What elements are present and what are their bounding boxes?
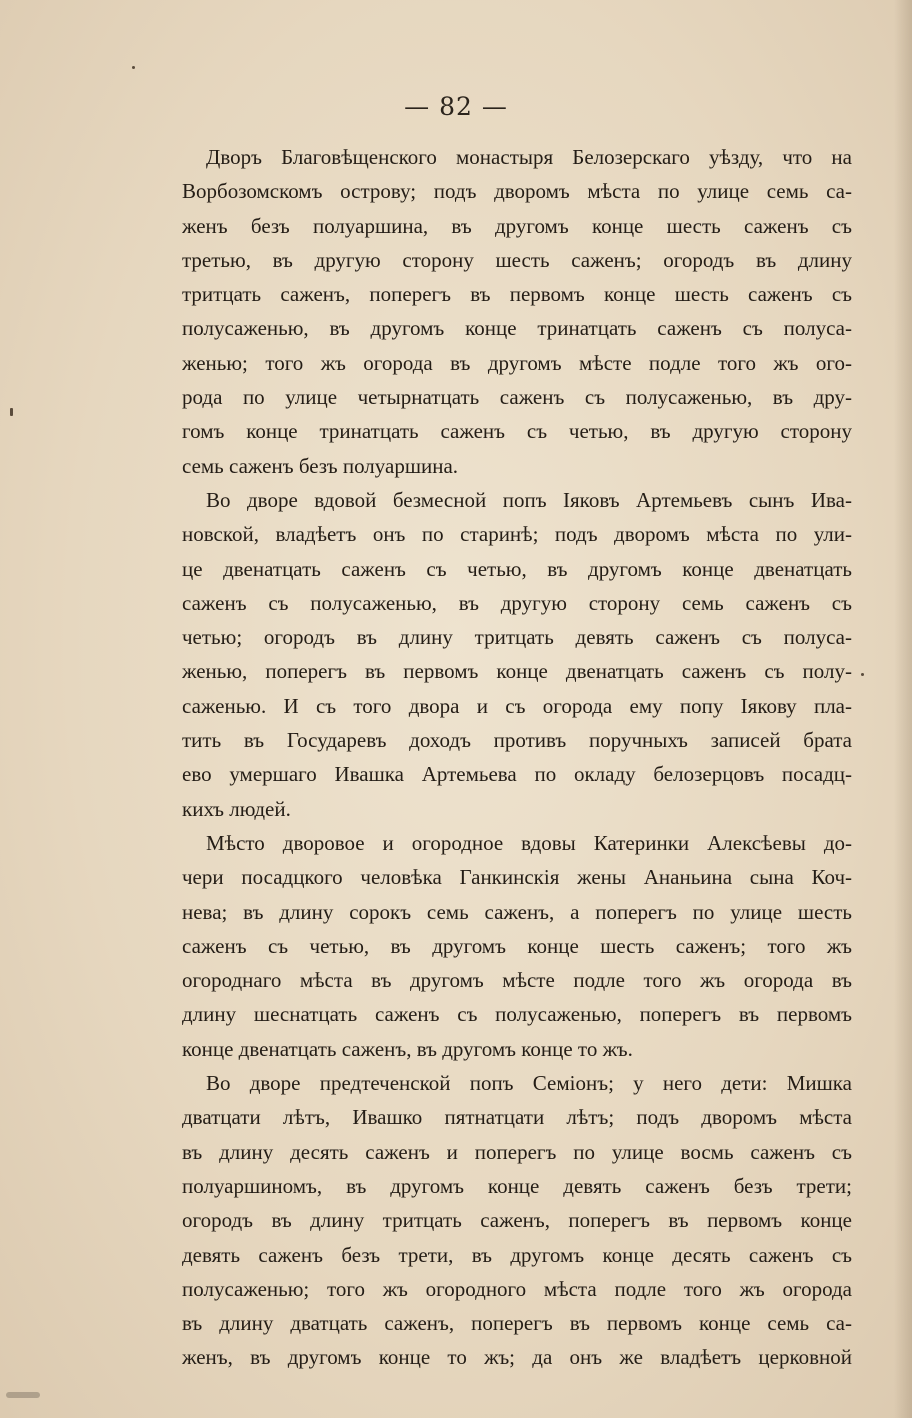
text-line: длину шеснатцать саженъ съ полусаженью, поперегъ въ первомъ [182, 1002, 852, 1027]
text-line: семь саженъ безъ полуаршина. [182, 453, 459, 478]
text-line: конце двенатцать саженъ, въ другомъ конце то жъ. [182, 1036, 633, 1061]
text-line: Ворбозомскомъ острову; подъ дворомъ мѣста по улице семь са- [182, 179, 852, 204]
text-line: четью; огородъ въ длину тритцать девять саженъ съ полуса- [182, 625, 852, 650]
text-line: третью, въ другую сторону шесть саженъ; огородъ въ длину [182, 247, 852, 272]
ink-speck [132, 66, 135, 69]
body-text [182, 140, 852, 1375]
text-line: гомъ конце тринатцать саженъ съ четью, въ другую сторону [182, 419, 852, 444]
text-line: кихъ людей. [182, 796, 291, 821]
text-line: Во дворе предтеченской попъ Семіонъ; у него дети: Мишка [206, 1071, 852, 1096]
text-line: девять саженъ безъ трети, въ другомъ конце десять саженъ съ [182, 1242, 852, 1267]
text-line: нева; въ длину сорокъ семь саженъ, а поперегъ по улице шесть [182, 899, 852, 924]
text-line: полусаженью; того жъ огородного мѣста подле того жъ огорода [182, 1276, 852, 1301]
paragraph-3 [182, 826, 852, 1066]
text-line: тить въ Государевъ доходъ противъ поручныхъ записей брата [182, 728, 852, 753]
paragraph-1 [182, 140, 852, 483]
ink-speck [861, 673, 864, 676]
page-number: — 82 — [404, 92, 508, 121]
text-line: Дворъ Благовѣщенского монастыря Белозерскаго уѣзду, что на [206, 145, 852, 169]
text-line: полусаженью, въ другомъ конце тринатцать саженъ съ полуса- [182, 316, 852, 341]
text-line: женью, поперегъ въ первомъ конце двенатцать саженъ съ полу- [182, 659, 852, 684]
paragraph-4 [182, 1066, 852, 1375]
text-line: рода по улице четырнатцать саженъ съ полусаженью, въ дру- [182, 385, 852, 410]
text-line: новской, владѣетъ онъ по старинѣ; подъ дворомъ мѣста по ули- [182, 522, 852, 547]
text-line: огороднаго мѣста въ другомъ мѣсте подле того жъ огорода въ [182, 968, 852, 993]
text-line: Во дворе вдовой безмесной попъ Іяковъ Артемьевъ сынъ Ива- [206, 487, 852, 512]
text-line: саженью. И съ того двора и съ огорода ему попу Іякову пла- [182, 693, 852, 718]
ink-speck [10, 408, 13, 416]
text-line: чери посадцкого человѣка Ганкинскія жены Ананьина сына Коч- [182, 865, 852, 890]
text-line: дватцати лѣтъ, Ивашко пятнатцати лѣтъ; подъ дворомъ мѣста [182, 1105, 852, 1130]
text-line: женью; того жъ огорода въ другомъ мѣсте подле того жъ ого- [182, 350, 852, 375]
page-edge-shadow [894, 0, 912, 1418]
text-line: саженъ съ полусаженью, въ другую сторону семь саженъ съ [182, 590, 852, 615]
paragraph-2 [182, 483, 852, 826]
text-line: огородъ въ длину тритцать саженъ, поперегъ въ первомъ конце [182, 1208, 852, 1233]
text-line: женъ, въ другомъ конце то жъ; да онъ же владѣетъ церковной [182, 1345, 852, 1370]
text-line: женъ безъ полуаршина, въ другомъ конце шесть саженъ съ [182, 213, 852, 238]
text-line: це двенатцать саженъ съ четью, въ другомъ конце двенатцать [182, 556, 852, 581]
text-line: въ длину десять саженъ и поперегъ по улице восмь саженъ съ [182, 1139, 852, 1164]
scan-smudge [6, 1392, 40, 1398]
text-line: ево умершаго Ивашка Артемьева по окладу белозерцовъ посадц- [182, 762, 852, 787]
text-line: тритцать саженъ, поперегъ въ первомъ конце шесть саженъ съ [182, 282, 852, 307]
text-line: саженъ съ четью, въ другомъ конце шесть саженъ; того жъ [182, 933, 852, 958]
text-line: Мѣсто дворовое и огородное вдовы Катеринки Алексѣевы до- [206, 830, 852, 855]
text-line: полуаршиномъ, въ другомъ конце девять саженъ безъ трети; [182, 1173, 852, 1198]
text-line: въ длину дватцать саженъ, поперегъ въ первомъ конце семь са- [182, 1311, 852, 1336]
